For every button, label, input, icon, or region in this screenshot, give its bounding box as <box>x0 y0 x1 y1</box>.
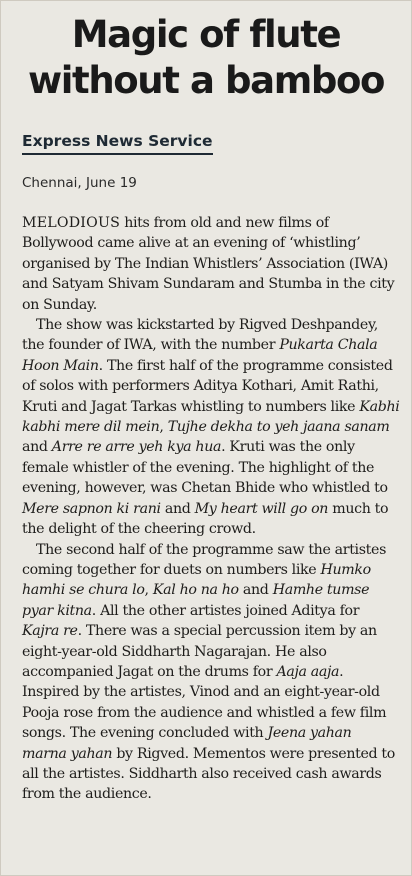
text-run: hits from old and new films of Bollywood came alive at an evening of ‘whistling’ organised by The Indian Whistlers’ Association (IWA) and Satyam Shivam Sundaram and Stumba in the city on Sunday. <box>22 215 395 313</box>
headline <box>0 12 412 104</box>
text-run: . All the other artistes joined Aditya for <box>91 602 360 619</box>
dateline: Chennai, June 19 <box>22 175 137 191</box>
text-run: The second half of the programme saw the artistes coming together for duets on numbers like <box>22 541 387 578</box>
text-run: much to the delight of the cheering crowd. <box>22 500 389 538</box>
headline-line-1: Magic of flute <box>71 13 341 56</box>
song-title: Pukarta Chala Hoon Main <box>22 337 378 374</box>
song-title: Arre re arre yeh kya hua <box>51 439 222 456</box>
text-run: . Inspired by the artistes, Vinod and an eight-year-old Pooja rose from the audience and whistled a few film songs. The evening concluded with <box>22 663 387 742</box>
song-title: Tujhe dekha to yeh jaana sanam <box>167 419 390 436</box>
text-run: MELODIOUS <box>22 215 121 231</box>
paragraph-3 <box>22 540 400 805</box>
song-title: My heart will go on <box>194 500 329 517</box>
text-run: , <box>144 582 153 599</box>
song-title: Mere sapnon ki rani <box>22 500 161 517</box>
text-run: by Rigved. Mementos were presented to all the artistes. Siddharth also received cash awards from the audience. <box>22 745 395 803</box>
song-title: Jeena yahan marna yahan <box>22 725 352 762</box>
song-title: Hamhe tumse pyar kitna <box>22 582 370 619</box>
headline-line-2: without a bamboo <box>27 59 384 102</box>
text-run: . There was a special percussion item by an eight-year-old Siddharth Nagarajan. He also accompanied Jagat on the drums for <box>22 623 377 680</box>
byline: Express News Service <box>22 132 213 155</box>
song-title: Kabhi kabhi mere dil mein <box>22 398 400 436</box>
song-title: Aaja aaja <box>276 663 340 680</box>
article-body <box>22 213 400 805</box>
text-run: , <box>159 419 168 436</box>
text-run: and <box>22 439 52 456</box>
text-run: and <box>238 582 273 599</box>
text-run: and <box>160 500 195 517</box>
text-run: . Kruti was the only female whistler of the evening. The highlight of the evening, however, was Chetan Bhide who whistled to <box>22 439 388 497</box>
song-title: Humko hamhi se chura lo <box>22 561 371 599</box>
paragraph-2 <box>22 315 400 539</box>
text-run: . The first half of the programme consisted of solos with performers Aditya Kothari, Amit Rathi, Kruti and Jagat Tarkas whistling to numbers like <box>22 357 393 415</box>
song-title: Kal ho na ho <box>152 582 239 599</box>
paragraph-1 <box>22 213 400 315</box>
text-run: The show was kickstarted by Rigved Deshpandey, the founder of IWA, with the number <box>22 317 378 354</box>
song-title: Kajra re <box>22 623 78 640</box>
